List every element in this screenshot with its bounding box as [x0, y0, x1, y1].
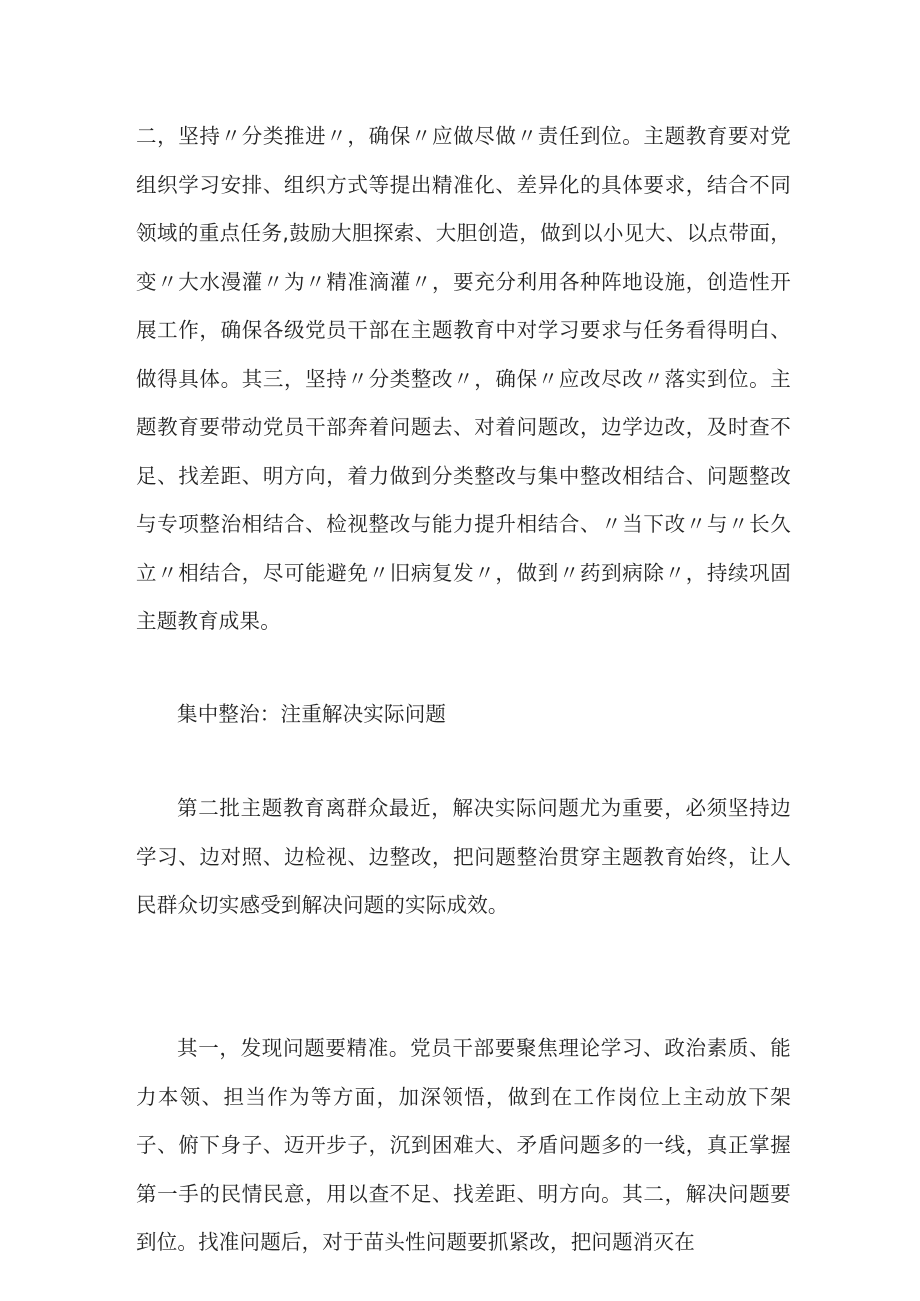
section-heading: 集中整治：注重解决实际问题 [177, 702, 447, 726]
paragraph-intro-rectification: 第二批主题教育离群众最近，解决实际问题尤为重要，必须坚持边学习、边对照、边检视、边整改，把问题整治贯穿主题教育始终，让人民群众切实感受到解决问题的实际成效。 [136, 796, 791, 917]
paragraph-classification-approach: 二，坚持〃分类推进〃，确保〃应做尽做〃责任到位。主题教育要对党组织学习安排、组织方式等提出精准化、差异化的具体要求，结合不同领域的重点任务,鼓励大胆探索、大胆创造，做到以小见大、以点带面，变〃大水漫灌〃为〃精准滴灌〃，要充分利用各种阵地设施，创造性开展工作，确保各级党员干部在主题教育中对学习要求与任务看得明白、做得具体。其三，坚持〃分类整改〃，确保〃应改尽改〃落实到位。主题教育要带动党员干部奔着问题去、对着问题改，边学边改，及时查不足、找差距、明方向，着力做到分类整改与集中整改相结合、问题整改与专项整治相结合、检视整改与能力提升相结合、〃当下改〃与〃长久立〃相结合，尽可能避免〃旧病复发〃，做到〃药到病除〃，持续巩固主题教育成果。 [136, 124, 791, 633]
paragraph-find-problems: 其一，发现问题要精准。党员干部要聚焦理论学习、政治素质、能力本领、担当作为等方面，加深领悟，做到在工作岗位上主动放下架子、俯下身子、迈开步子，沉到困难大、矛盾问题多的一线，真正掌握第一手的民情民意，用以查不足、找差距、明方向。其二，解决问题要到位。找准问题后，对于苗头性问题要抓紧改，把问题消灭在 [136, 1036, 791, 1254]
